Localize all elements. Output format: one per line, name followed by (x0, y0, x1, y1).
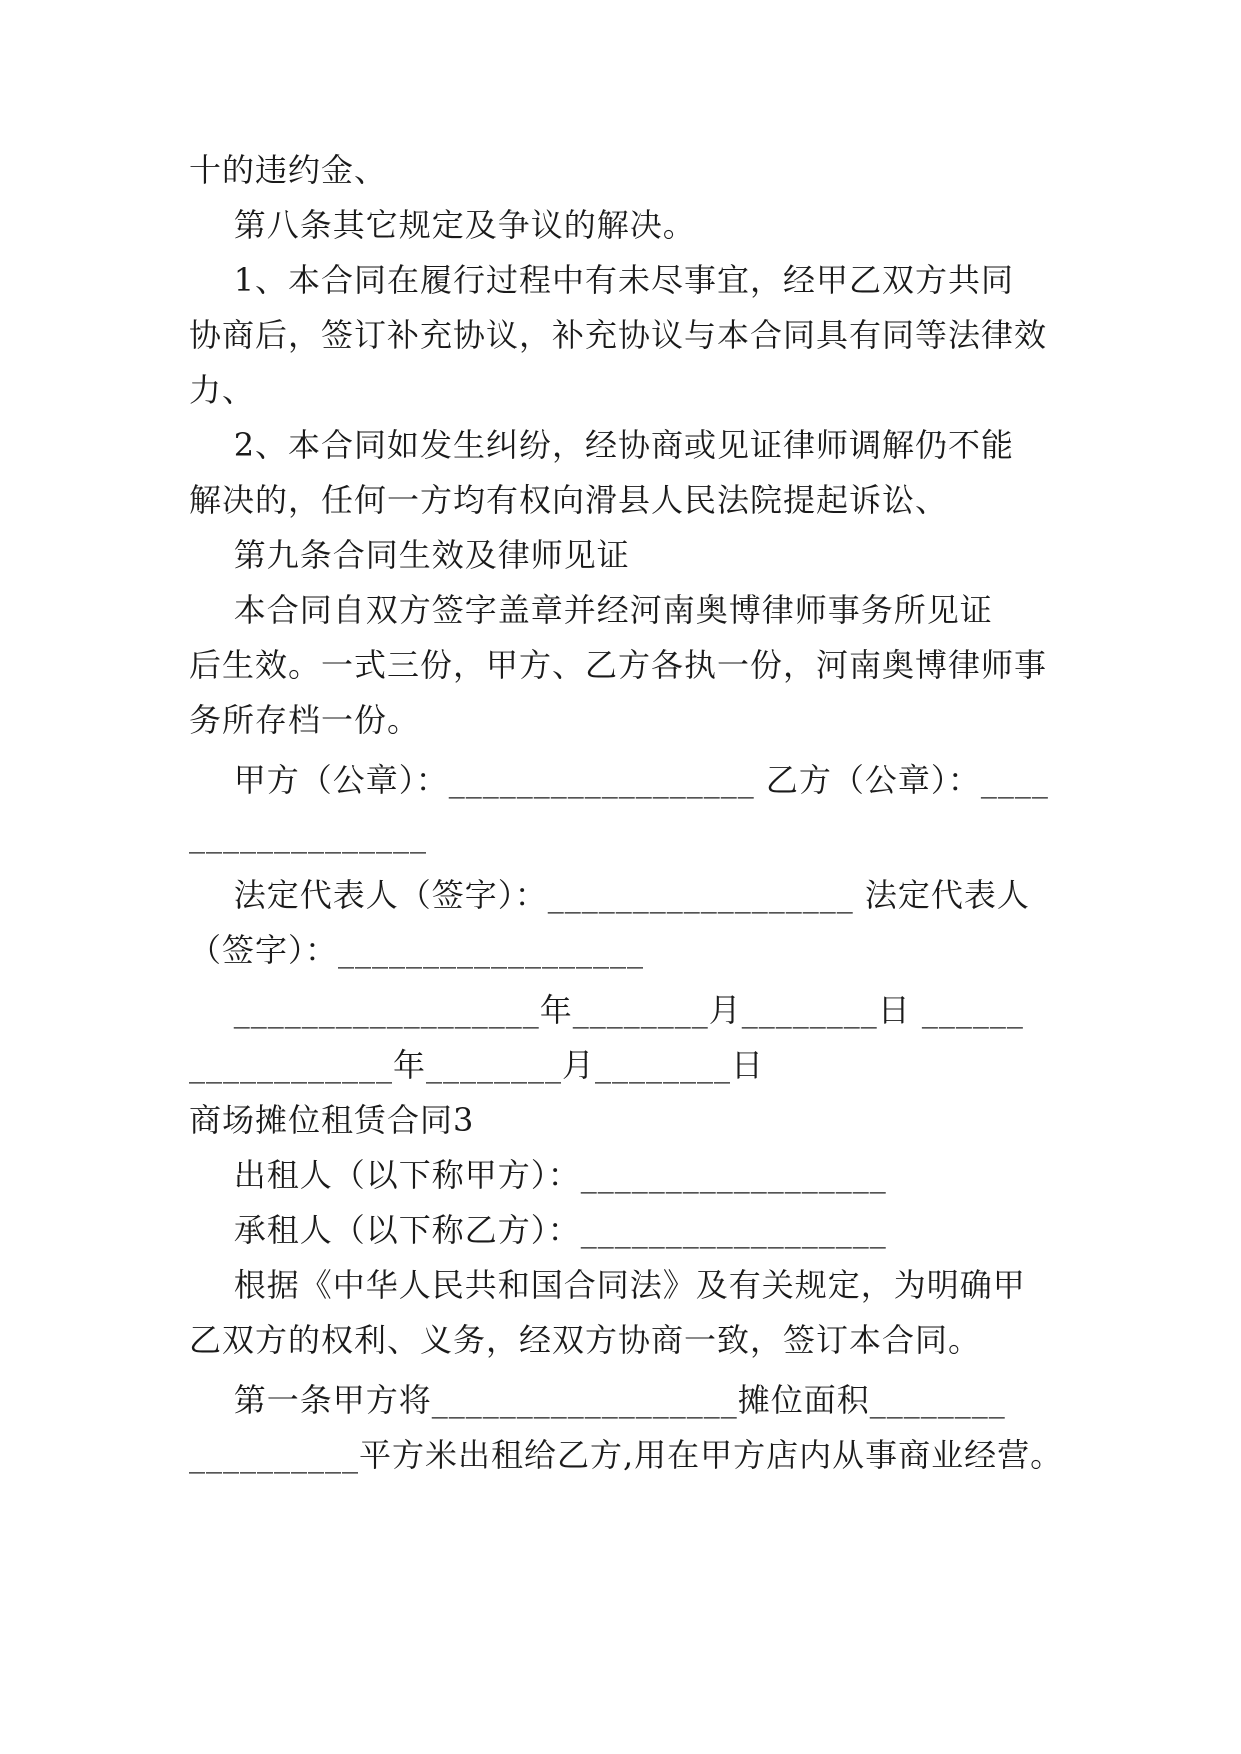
text-line: 乙双方的权利、义务，经双方协商一致，签订本合同。 (189, 1321, 982, 1359)
signature-line: （签字）：__________________ (189, 931, 645, 969)
party-line: 出租人（以下称甲方）：__________________ (189, 1156, 887, 1194)
document-title: 商场摊位租赁合同3 (189, 1101, 475, 1139)
text-line: 力、 (189, 371, 256, 409)
text-line: 2、本合同如发生纠纷，经协商或见证律师调解仍不能 (189, 426, 1015, 464)
text-line: 十的违约金、 (189, 151, 388, 189)
signature-line: 甲方（公章）：__________________ 乙方（公章）：____ (189, 761, 1049, 799)
date-line: ____________年________月________日 (189, 1046, 765, 1084)
text-line: 解决的，任何一方均有权向滑县人民法院提起诉讼、 (189, 481, 949, 519)
text-line: 根据《中华人民共和国合同法》及有关规定，为明确甲 (189, 1266, 1026, 1304)
signature-line: 法定代表人（签字）：__________________ 法定代表人 (189, 876, 1030, 914)
text-line: 第一条甲方将__________________摊位面积________ (189, 1381, 1006, 1419)
party-line: 承租人（以下称乙方）：__________________ (189, 1211, 887, 1249)
text-line: __________平方米出租给乙方,用在甲方店内从事商业经营。 (189, 1436, 1064, 1474)
signature-line: ______________ (189, 816, 427, 854)
text-line: 协商后，签订补充协议，补充协议与本合同具有同等法律效 (189, 316, 1048, 354)
section-heading: 第八条其它规定及争议的解决。 (189, 206, 696, 244)
text-line: 本合同自双方签字盖章并经河南奥博律师事务所见证 (189, 591, 993, 629)
text-line: 1、本合同在履行过程中有未尽事宜，经甲乙双方共同 (189, 261, 1015, 299)
text-line: 后生效。一式三份，甲方、乙方各执一份，河南奥博律师事 (189, 646, 1048, 684)
section-heading: 第九条合同生效及律师见证 (189, 536, 630, 574)
text-line: 务所存档一份。 (189, 701, 421, 739)
date-line: __________________年________月________日 ______ (189, 991, 1024, 1029)
